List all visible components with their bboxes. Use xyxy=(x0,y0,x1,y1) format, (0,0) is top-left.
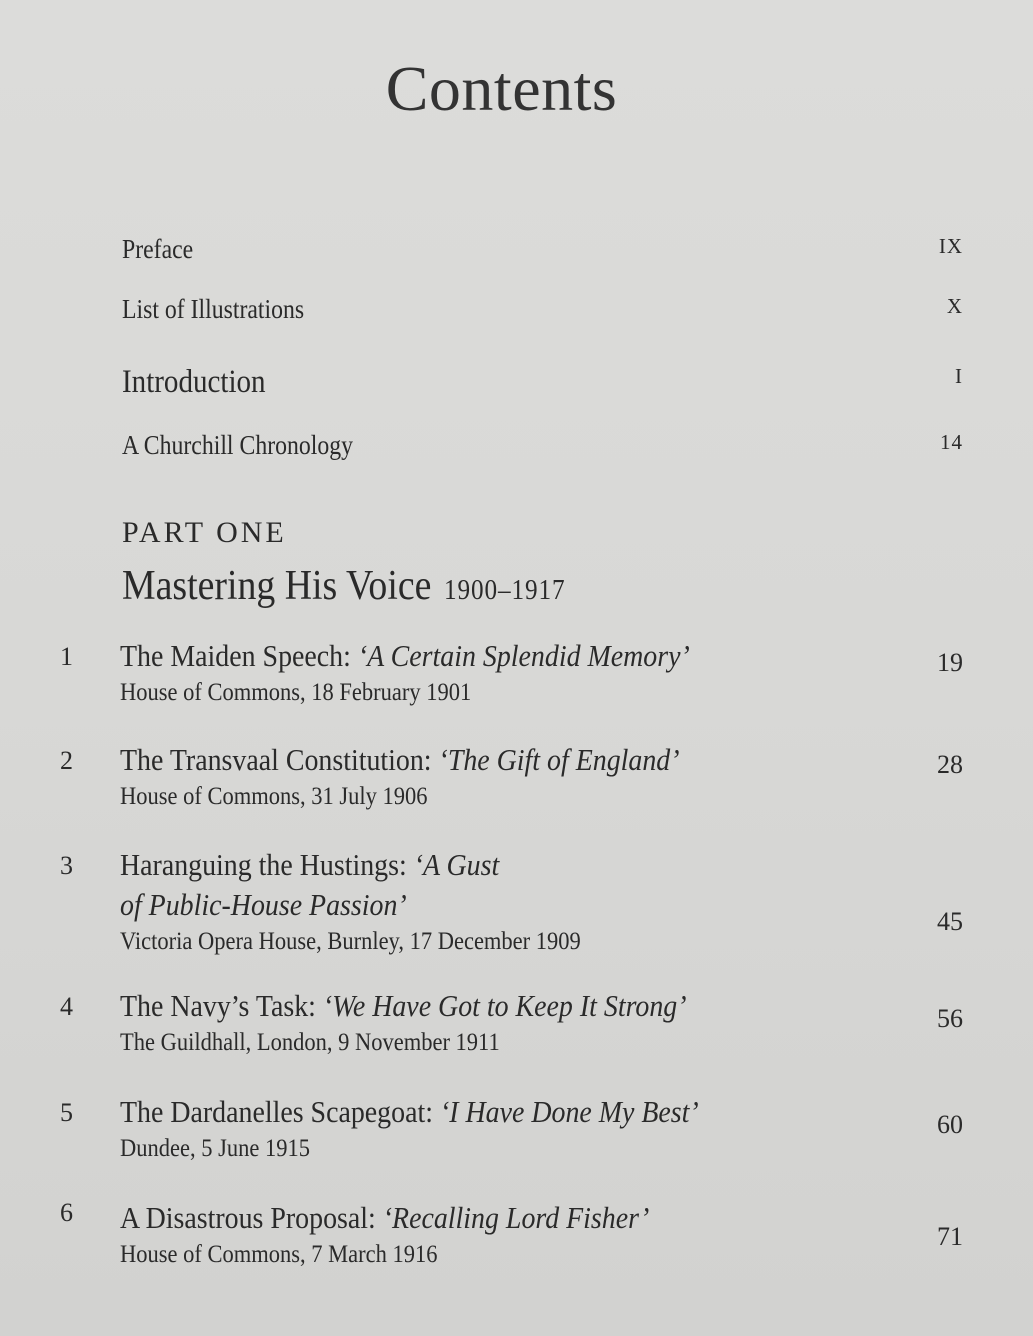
chapter-entry xyxy=(60,1198,963,1272)
chapter-number: 4 xyxy=(60,992,73,1021)
chapter-title: A Disastrous Proposal: ‘Recalling Lord Fisher’ xyxy=(120,1200,650,1235)
chapter-entry xyxy=(60,740,963,814)
chapter-title: The Transvaal Constitution: ‘The Gift of England’ xyxy=(120,742,680,777)
chapter-title: Haranguing the Hustings: ‘A Gust xyxy=(120,847,500,882)
page-number: I xyxy=(955,364,963,388)
chapter-location: Dundee, 5 June 1915 xyxy=(120,1135,310,1162)
entry-label: Introduction xyxy=(122,364,266,400)
chapter-entry xyxy=(60,845,963,959)
chapter-location: House of Commons, 18 February 1901 xyxy=(120,679,472,706)
entry-label: Preface xyxy=(122,234,194,264)
page-number: 28 xyxy=(937,750,963,779)
page-number: 71 xyxy=(937,1222,963,1251)
chapter-location: House of Commons, 31 July 1906 xyxy=(120,783,428,810)
chapter-title-cont: of Public-House Passion’ xyxy=(120,887,407,922)
chapter-number: 2 xyxy=(60,746,73,775)
toc-entry-preface xyxy=(122,234,963,265)
chapter-title: The Maiden Speech: ‘A Certain Splendid Memory’ xyxy=(120,638,690,673)
toc-entry-list-of-illustrations xyxy=(122,294,963,325)
chapter-entry xyxy=(60,1092,963,1166)
part-years: 1900–1917 xyxy=(443,575,566,606)
page-number: X xyxy=(946,294,963,318)
page-number: 19 xyxy=(937,648,963,677)
page-number: 45 xyxy=(937,907,963,936)
chapter-location: Victoria Opera House, Burnley, 17 December 1909 xyxy=(120,928,581,955)
chapter-entry xyxy=(60,986,963,1060)
page-number: 56 xyxy=(937,1004,963,1033)
entry-label: List of Illustrations xyxy=(122,294,305,324)
chapter-location: House of Commons, 7 March 1916 xyxy=(120,1241,438,1268)
entry-label: A Churchill Chronology xyxy=(122,430,353,460)
part-title xyxy=(122,562,565,610)
part-label: PART ONE xyxy=(122,516,287,549)
chapter-title: The Dardanelles Scapegoat: ‘I Have Done My Best’ xyxy=(120,1094,699,1129)
chapter-title: The Navy’s Task: ‘We Have Got to Keep It Strong’ xyxy=(120,988,687,1023)
page-number: 14 xyxy=(940,430,963,454)
page-number: 60 xyxy=(937,1110,963,1139)
chapter-number: 6 xyxy=(60,1198,73,1227)
chapter-number: 3 xyxy=(60,851,73,880)
page-title: Contents xyxy=(385,53,618,124)
page-number: IX xyxy=(938,234,963,258)
toc-entry-chronology xyxy=(122,430,963,461)
chapter-location: The Guildhall, London, 9 November 1911 xyxy=(120,1029,500,1056)
chapter-entry xyxy=(60,636,963,710)
chapter-number: 1 xyxy=(60,642,73,671)
part-title-text: Mastering His Voice xyxy=(122,563,432,609)
chapter-number: 5 xyxy=(60,1098,73,1127)
toc-entry-introduction xyxy=(122,364,963,401)
